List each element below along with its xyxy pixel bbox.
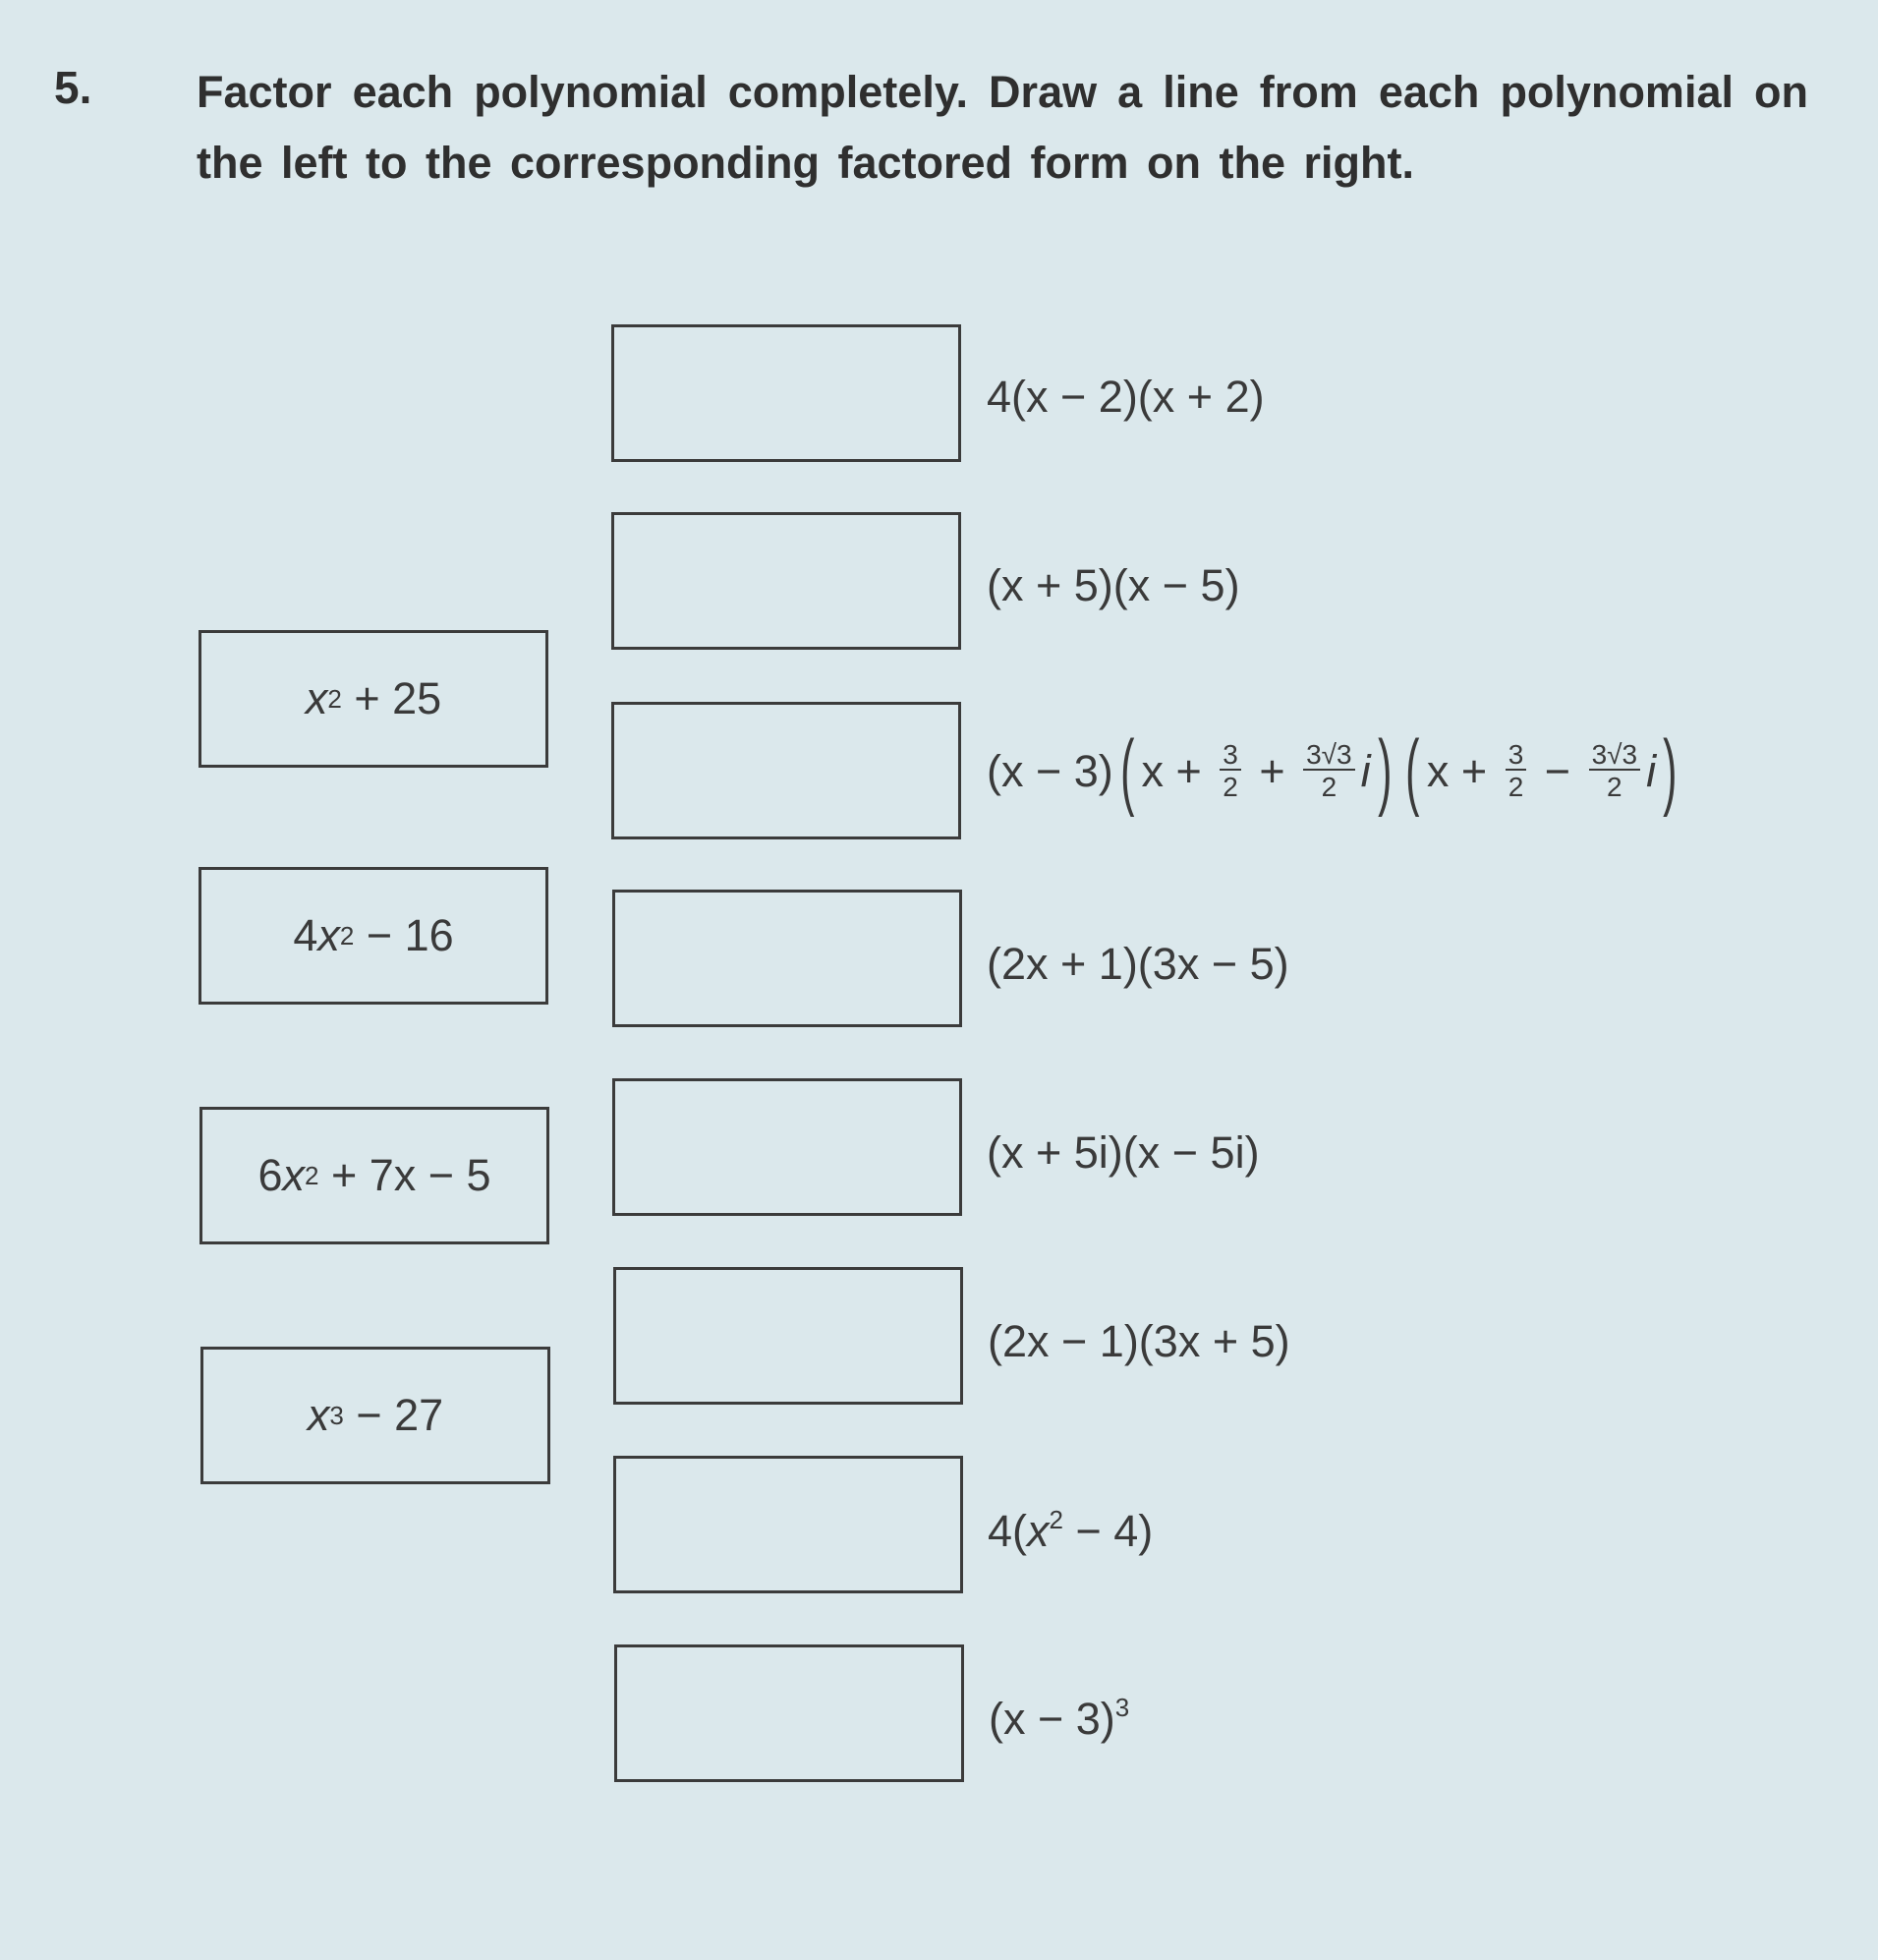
polynomial-box-3[interactable]: 6 x 2 + 7x − 5 [199,1107,549,1244]
ff3-part3: + [1246,745,1298,796]
factored-form-3 [987,725,1684,816]
ff3-frac4-num: 3√3 [1589,740,1641,771]
ff8-pre: (x − 3) [989,1694,1115,1744]
poly-2-post: − 16 [354,910,454,960]
poly-3-var: x [282,1150,305,1200]
ff3-frac3-den: 2 [1508,772,1524,802]
poly-2-var: x [317,910,340,960]
ff3-part6: − [1532,745,1583,796]
poly-1-post: + 25 [341,673,442,723]
answer-box-2[interactable] [611,512,961,650]
ff7-post: − 4) [1062,1506,1154,1556]
poly-3-post: + 7x − 5 [318,1150,491,1200]
ff3-imag-2: i [1646,745,1657,796]
ff3-frac4-den: 2 [1607,772,1622,802]
poly-4-var: x [307,1390,330,1440]
ff3-part2: x + [1141,745,1215,796]
ff3-frac1-den: 2 [1223,772,1238,802]
poly-3-pre: 6 [257,1150,283,1200]
ff3-part1: (x − 3) [987,745,1113,796]
ff3-close-paren-2: ) [1663,723,1678,818]
poly-2-pre: 4 [293,910,318,960]
ff3-close-paren-1: ) [1377,723,1393,818]
answer-box-5[interactable] [612,1078,962,1216]
polynomial-box-2[interactable]: 4 x 2 − 16 [199,867,548,1005]
factored-form-7 [988,1505,1154,1556]
factored-form-2: (x + 5)(x − 5) [987,560,1240,610]
poly-1-var: x [305,673,328,723]
polynomial-box-1[interactable]: x 2 + 25 [199,630,548,768]
factored-form-8 [989,1693,1130,1744]
ff8-exp: 3 [1114,1693,1130,1722]
answer-box-3[interactable] [611,702,961,839]
ff3-imag-1: i [1360,745,1371,796]
ff3-frac2-num: 3√3 [1303,740,1355,771]
question-instructions: Factor each polynomial completely. Draw a line from each polynomial on the left to the corresponding factored form on the right. [197,67,1808,188]
question-number: 5. [54,62,92,113]
ff7-pre: 4( [988,1506,1028,1556]
factored-form-4: (2x + 1)(3x − 5) [987,939,1289,989]
answer-box-6[interactable] [613,1267,963,1405]
answer-box-4[interactable] [612,890,962,1027]
ff3-fraction-1 [1220,740,1241,802]
polynomial-box-4[interactable]: x 3 − 27 [200,1347,550,1484]
ff3-fraction-3 [1506,740,1527,802]
ff3-part5: x + [1426,745,1500,796]
ff3-fraction-4 [1589,740,1641,802]
ff3-fraction-2 [1303,740,1355,802]
factored-form-1: 4(x − 2)(x + 2) [987,372,1265,422]
answer-box-7[interactable] [613,1456,963,1593]
ff3-frac2-den: 2 [1321,772,1337,802]
answer-box-8[interactable] [614,1644,964,1782]
ff7-exp: 2 [1049,1505,1063,1534]
ff3-open-paren-1: ( [1119,723,1135,818]
ff7-var: x [1027,1506,1050,1556]
ff3-frac3-num: 3 [1506,740,1527,771]
ff3-open-paren-2: ( [1405,723,1420,818]
factored-form-6: (2x − 1)(3x + 5) [988,1316,1290,1366]
ff3-frac1-num: 3 [1220,740,1241,771]
poly-4-post: − 27 [343,1390,444,1440]
answer-box-1[interactable] [611,324,961,462]
factored-form-5: (x + 5i)(x − 5i) [987,1127,1260,1178]
